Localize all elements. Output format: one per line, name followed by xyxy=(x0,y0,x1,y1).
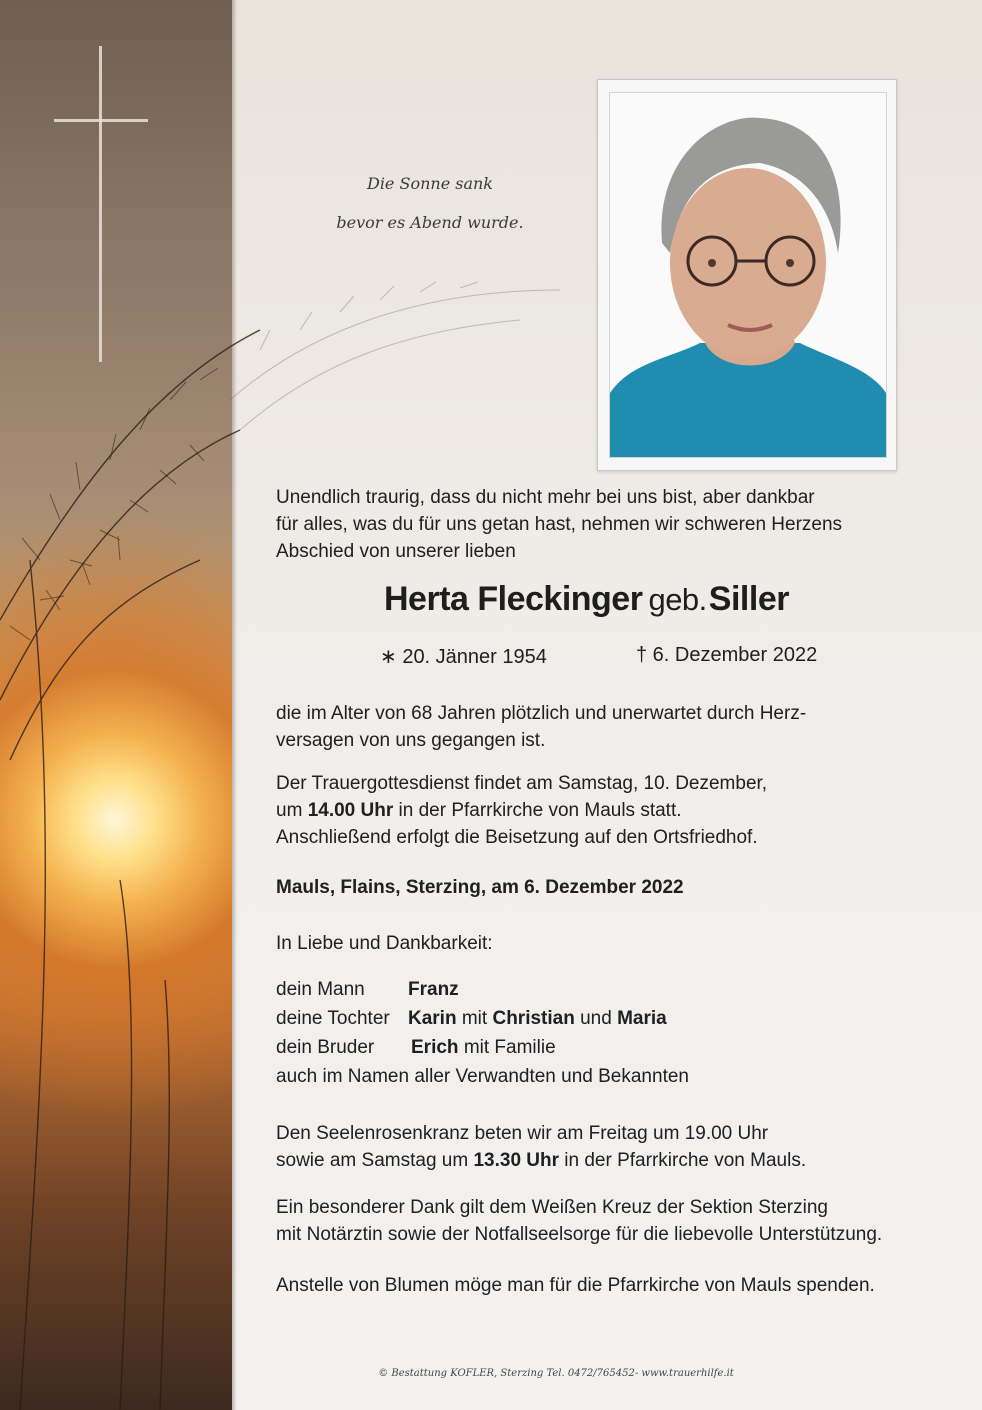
family-row-relatives xyxy=(276,1063,916,1092)
service-time: 14.00 Uhr xyxy=(307,800,394,821)
cross-icon xyxy=(54,46,148,362)
place-date: Mauls, Flains, Sterzing, am 6. Dezember 2022 xyxy=(276,877,684,898)
rosary-prefix: sowie am Samstag um xyxy=(276,1150,474,1171)
thanks-paragraph xyxy=(276,1194,966,1248)
family-name: Christian xyxy=(492,1008,575,1029)
thanks-line: Ein besonderer Dank gilt dem Weißen Kreuz der Sektion Sterzing xyxy=(276,1197,828,1218)
photo-strip-edge xyxy=(232,0,237,1410)
birth-date: ∗ 20. Jänner 1954 xyxy=(380,646,547,668)
service-paragraph xyxy=(276,770,767,851)
family-names-brother xyxy=(411,1034,556,1061)
intro-line: Abschied von unserer lieben xyxy=(276,541,516,562)
rosary-time: 13.30 Uhr xyxy=(473,1150,560,1171)
family-und: und xyxy=(580,1008,612,1029)
deceased-first-last-name: Herta Fleckinger xyxy=(384,580,643,618)
service-line: Anschließend erfolgt die Beisetzung auf den Ortsfriedhof. xyxy=(276,827,758,848)
family-suffix: mit Familie xyxy=(463,1037,556,1058)
death-date: † 6. Dezember 2022 xyxy=(636,644,818,666)
portrait-photo xyxy=(609,92,887,458)
family-names-daughter xyxy=(408,1005,667,1032)
age-line: versagen von uns gegangen ist. xyxy=(276,730,546,751)
family-relatives: auch im Namen aller Verwandten und Bekannten xyxy=(276,1066,689,1087)
rosary-paragraph xyxy=(276,1120,806,1174)
thanks-line: mit Notärztin sowie der Notfallseelsorge für die liebevolle Unterstützung. xyxy=(276,1224,883,1245)
portrait-frame xyxy=(597,79,897,471)
family-name: Karin xyxy=(408,1008,457,1029)
family-row-brother xyxy=(276,1034,916,1063)
rosary-line xyxy=(276,1147,806,1174)
family-row-daughter xyxy=(276,1005,916,1034)
rosary-line: Den Seelenrosenkranz beten wir am Freitag um 19.00 Uhr xyxy=(276,1123,769,1144)
intro-line: für alles, was du für uns getan hast, nehmen wir schweren Herzens xyxy=(276,514,843,535)
love-heading: In Liebe und Dankbarkeit: xyxy=(276,933,493,954)
deceased-name xyxy=(384,580,789,619)
family-name: Erich xyxy=(411,1037,459,1058)
intro-paragraph xyxy=(276,484,842,565)
flowers-note: Anstelle von Blumen möge man für die Pfarrkirche von Mauls spenden. xyxy=(276,1275,875,1296)
quote-line-1: Die Sonne sank xyxy=(366,174,493,193)
age-line: die im Alter von 68 Jahren plötzlich und unerwartet durch Herz- xyxy=(276,703,807,724)
family-label: dein Bruder xyxy=(276,1037,375,1058)
footer-credit: © Bestattung KOFLER, Sterzing Tel. 0472/765452- www.trauerhilfe.it xyxy=(378,1368,734,1379)
family-name: Maria xyxy=(617,1008,667,1029)
deceased-maiden-name: Siller xyxy=(708,580,789,618)
age-paragraph xyxy=(276,700,806,754)
service-time-prefix: um xyxy=(276,800,308,821)
family-name: Franz xyxy=(408,979,459,1000)
family-label: dein Mann xyxy=(276,979,365,1000)
service-time-suffix: in der Pfarrkirche von Mauls statt. xyxy=(393,800,682,821)
service-line xyxy=(276,797,767,824)
family-row-husband xyxy=(276,976,916,1005)
quote-line-2: bevor es Abend wurde. xyxy=(336,213,524,232)
intro-line: Unendlich traurig, dass du nicht mehr bei uns bist, aber dankbar xyxy=(276,487,815,508)
nee-label: geb. xyxy=(648,582,707,617)
family-label: deine Tochter xyxy=(276,1008,390,1029)
service-line: Der Trauergottesdienst findet am Samstag, 10. Dezember, xyxy=(276,773,768,794)
rosary-suffix: in der Pfarrkirche von Mauls. xyxy=(559,1150,807,1171)
family-list xyxy=(276,976,916,1092)
family-mit: mit xyxy=(461,1008,488,1029)
